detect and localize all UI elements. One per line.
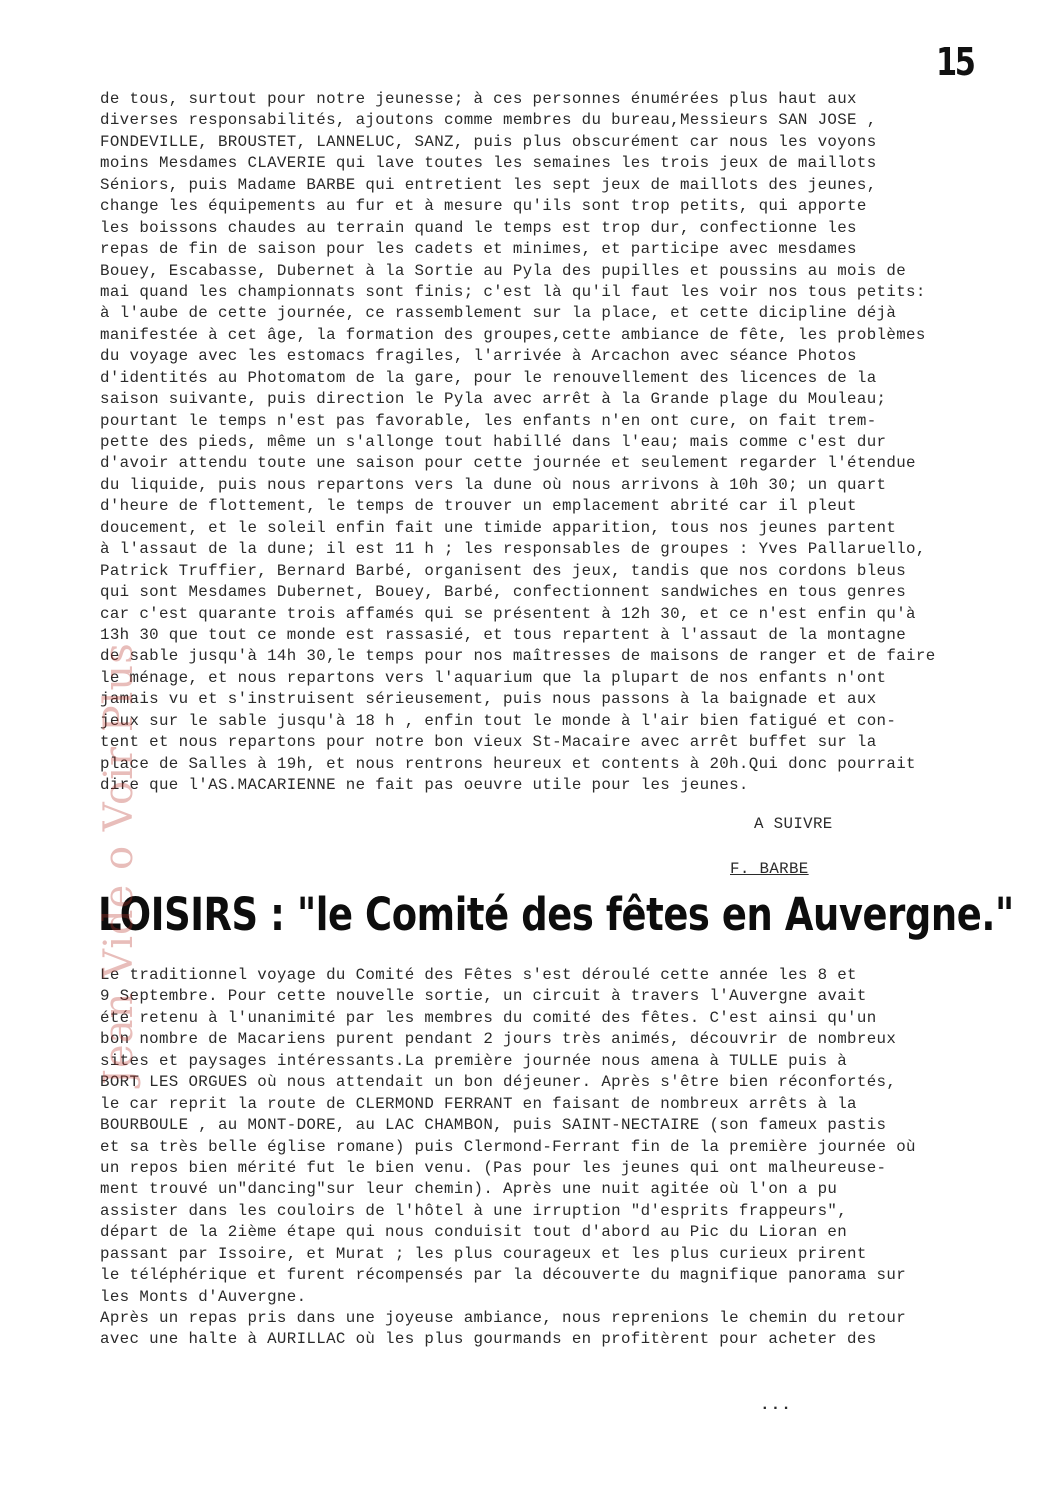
text-line: du liquide, puis nous repartons vers la dune où nous arrivons à 10h 30; un quart — [100, 475, 887, 494]
text-line: 13h 30 que tout ce monde est rassasié, et tous repartent à l'assaut de la montagne — [100, 625, 907, 644]
text-line: à l'assaut de la dune; il est 11 h ; les responsables de groupes : Yves Pallaruello, — [100, 540, 926, 559]
text-line: le car reprit la route de CLERMOND FERRANT en faisant de nombreux arrêts à la — [100, 1094, 857, 1113]
text-line: passant par Issoire, et Murat ; les plus courageux et les plus curieux prirent — [100, 1244, 867, 1263]
text-line: les Monts d'Auvergne. — [100, 1287, 307, 1306]
text-line: et sa très belle église romane) puis Clermond-Ferrant fin de la première journée où — [100, 1137, 916, 1156]
text-line: pette des pieds, même un s'allonge tout habillé dans l'eau; mais comme c'est dur — [100, 433, 887, 451]
text-line: repas de fin de saison pour les cadets et minimes, et participe avec mesdames — [100, 240, 857, 259]
text-line: tent et nous repartons pour notre bon vieux St-Macaire avec arrêt buffet sur la — [100, 733, 877, 752]
text-line: de tous, surtout pour notre jeunesse; à ces personnes énumérées plus haut aux — [100, 90, 857, 108]
text-line: mai quand les championnats sont finis; c'est là qu'il faut les voir nos tous petits: — [100, 282, 926, 301]
text-line: d'avoir attendu toute une saison pour cette journée et seulement regarder l'étendue — [100, 454, 916, 473]
text-line: avec une halte à AURILLAC où les plus gourmands en profitèrent pour acheter des — [100, 1330, 877, 1349]
text-line: les boissons chaudes au terrain quand le temps est trop dur, confectionne les — [100, 218, 857, 237]
text-line: le ménage, et nous repartons vers l'aquarium que la plupart de nos enfants n'ont — [100, 668, 887, 687]
text-line: Patrick Truffier, Bernard Barbé, organisent des jeux, tandis que nos cordons bleus — [100, 561, 907, 580]
text-line: un repos bien mérité fut le bien venu. (Pas pour les jeunes qui ont malheureuse- — [100, 1158, 887, 1177]
text-line: départ de la 2ième étape qui nous conduisit tout d'abord au Pic du Lioran en — [100, 1223, 848, 1242]
text-line: Séniors, puis Madame BARBE qui entretient les sept jeux de maillots des jeunes, — [100, 175, 877, 194]
text-line: moins Mesdames CLAVERIE qui lave toutes les semaines les trois jeux de maillots — [100, 154, 877, 173]
text-line: jamais vu et s'instruisent sérieusement, puis nous passons à la baignade et aux — [100, 690, 877, 709]
text-line: manifestée à cet âge, la formation des groupes,cette ambiance de fête, les problèmes — [100, 325, 926, 344]
text-line: de sable jusqu'à 14h 30,le temps pour nos maîtresses de maisons de ranger et de faire — [100, 647, 936, 666]
text-line: bon nombre de Macariens purent pendant 2 jours très animés, découvrir de nombreux — [100, 1030, 897, 1049]
text-line: Bouey, Escabasse, Dubernet à la Sortie au Pyla des pupilles et poussins au mois de — [100, 261, 907, 280]
to-be-continued-label: A SUIVRE — [754, 815, 833, 833]
text-line: dire que l'AS.MACARIENNE ne fait pas oeuvre utile pour les jeunes. — [100, 776, 749, 794]
text-line: place de Salles à 19h, et nous rentrons heureux et contents à 20h.Qui donc pourrait — [100, 754, 916, 773]
text-line: sites et paysages intéressants.La première journée nous amena à TULLE puis à — [100, 1051, 848, 1070]
text-line: ment trouvé un"dancing"sur leur chemin). Après une nuit agitée où l'on a pu — [100, 1180, 838, 1199]
text-line: diverses responsabilités, ajoutons comme membres du bureau,Messieurs SAN JOSE , — [100, 111, 877, 130]
text-line: Le traditionnel voyage du Comité des Fêtes s'est déroulé cette année les 8 et — [100, 966, 857, 984]
text-line: jeux sur le sable jusqu'à 18 h , enfin tout le monde à l'air bien fatigué et con- — [100, 711, 897, 730]
text-line: BORT LES ORGUES où nous attendait un bon déjeuner. Après s'être bien réconfortés, — [100, 1073, 897, 1092]
article-body-sports — [100, 89, 1020, 796]
text-line: assister dans les couloirs de l'hôtel à une irruption "d'esprits frappeurs", — [100, 1201, 848, 1220]
text-line: BOURBOULE , au MONT-DORE, au LAC CHAMBON, puis SAINT-NECTAIRE (son fameux pastis — [100, 1116, 887, 1135]
article-body-auvergne — [100, 965, 1020, 1351]
text-line: FONDEVILLE, BROUSTET, LANNELUC, SANZ, puis plus obscurément car nous les voyons — [100, 132, 877, 151]
continuation-mark: ... — [760, 1396, 792, 1414]
text-line: d'heure de flottement, le temps de trouver un emplacement abrité car il pleut — [100, 497, 857, 516]
text-line: qui sont Mesdames Dubernet, Bouey, Barbé, confectionnent sandwiches en tous genres — [100, 583, 907, 602]
text-line: change les équipements au fur et à mesure qu'ils sont trop petits, qui apporte — [100, 197, 867, 216]
text-line: le téléphérique et furent récompensés par la découverte du magnifique panorama sur — [100, 1266, 907, 1285]
page-number: 15 — [936, 40, 974, 84]
text-line: à l'aube de cette journée, ce rassemblement sur la place, et cette dicipline déjà — [100, 304, 897, 323]
text-line: d'identités au Photomatom de la gare, pour le renouvellement des licences de la — [100, 368, 877, 387]
author-signature: F. BARBE — [730, 860, 809, 878]
text-line: car c'est quarante trois affamés qui se présentent à 12h 30, et ce n'est enfin qu'à — [100, 604, 916, 623]
text-line: du voyage avec les estomacs fragiles, l'arrivée à Arcachon avec séance Photos — [100, 347, 857, 366]
text-line: été retenu à l'unanimité par les membres du comité des fêtes. C'est ainsi qu'un — [100, 1008, 877, 1027]
watermark-text: Jean Vide o Voir Plus — [96, 642, 142, 1085]
text-line: doucement, et le soleil enfin fait une timide apparition, tous nos jeunes partent — [100, 518, 897, 537]
text-line: Après un repas pris dans une joyeuse ambiance, nous reprenions le chemin du retour — [100, 1309, 907, 1327]
text-line: saison suivante, puis direction le Pyla avec arrêt à la Grande plage du Mouleau; — [100, 390, 887, 409]
text-line: pourtant le temps n'est pas favorable, les enfants n'en ont cure, on fait trem- — [100, 411, 877, 430]
article-headline: LOISIRS : "le Comité des fêtes en Auvergne." — [98, 888, 1014, 941]
text-line: 9 Septembre. Pour cette nouvelle sortie, un circuit à travers l'Auvergne avait — [100, 987, 867, 1006]
